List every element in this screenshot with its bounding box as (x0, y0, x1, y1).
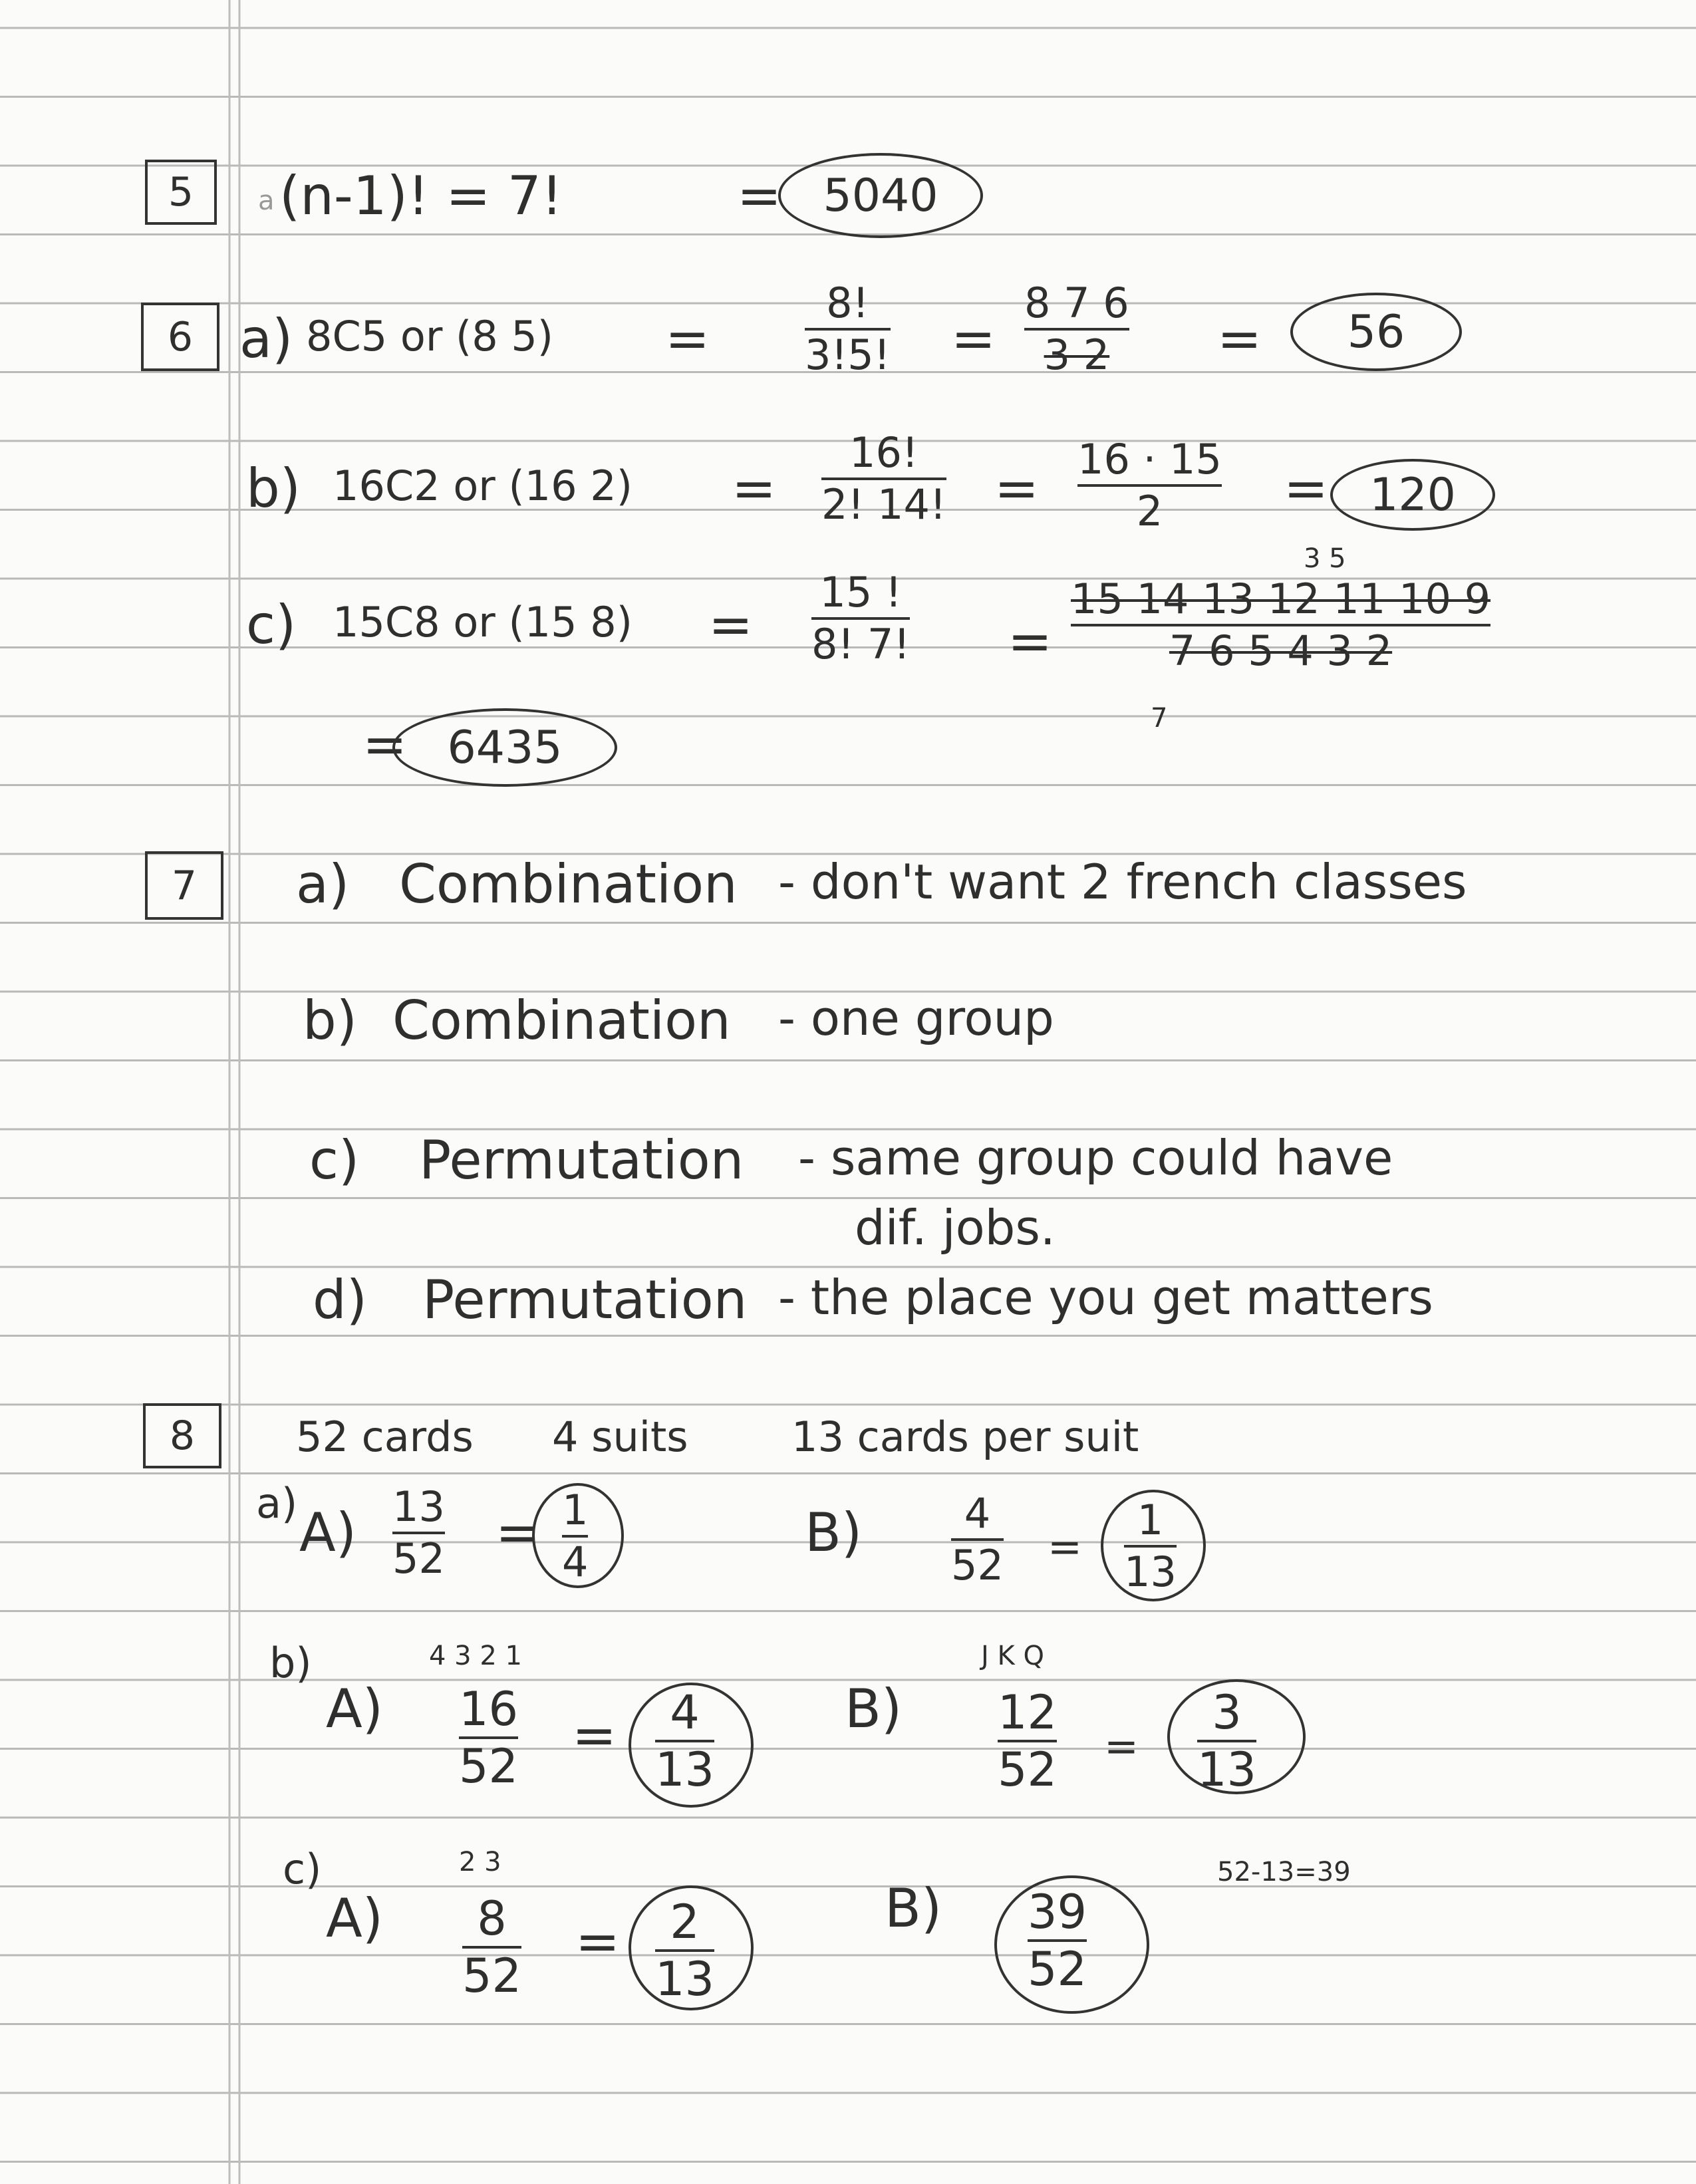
numerator: 4 (670, 1685, 700, 1740)
problem-6a-answer: 56 (1290, 293, 1462, 371)
problem-8-note-cards: 52 cards (296, 1413, 474, 1461)
denominator: 52 (998, 1742, 1058, 1797)
problem-8b-B-equals: = (1104, 1722, 1139, 1770)
denominator: 2! 14! (821, 480, 946, 529)
problem-6c-equals-2: = (1008, 611, 1053, 672)
denominator: 52 (459, 1739, 519, 1794)
problem-8a-label: a) (256, 1479, 298, 1528)
problem-6a-equals-2: = (951, 308, 996, 370)
problem-5-part-label: a (258, 186, 275, 216)
problem-5-answer: 5040 (778, 153, 983, 238)
problem-8b-A-fraction (459, 1682, 519, 1794)
numerator: 4 (964, 1489, 991, 1538)
problem-6a-label: a) (239, 308, 293, 370)
numerator: 1 (1137, 1496, 1164, 1544)
problem-7d-type: Permutation (422, 1269, 748, 1331)
denominator: 7 6 5 4 3 2 (1169, 626, 1393, 675)
denominator: 2 (1136, 487, 1163, 535)
problem-6a-equals-1: = (665, 308, 710, 370)
problem-6c-fraction-1 (811, 568, 911, 668)
numerator: 2 (670, 1895, 700, 1949)
problem-8a-A-label: A) (299, 1502, 356, 1564)
problem-6c-combination: 15C8 or (15 8) (333, 598, 633, 646)
problem-8a-A-fraction (392, 1482, 445, 1583)
problem-5-equals: = (737, 165, 782, 227)
problem-6a-combination: 8C5 or (8 5) (306, 312, 553, 360)
denominator: 13 (655, 1952, 715, 2006)
problem-6c-fraction-2 (1071, 575, 1491, 675)
problem-6b-answer: 120 (1330, 459, 1495, 531)
problem-7a-type: Combination (399, 853, 738, 915)
problem-7c-label: c) (309, 1129, 360, 1191)
denominator: 52 (1028, 1942, 1087, 1996)
problem-8c-A-equals: = (575, 1911, 621, 1973)
problem-8-number-box: 8 (143, 1403, 221, 1468)
problem-6c-label: c) (246, 594, 297, 656)
problem-6c-cancel-notes: 3 5 (1304, 543, 1346, 574)
problem-6b-equals-2: = (994, 458, 1040, 519)
problem-7c-type: Permutation (419, 1129, 744, 1191)
problem-7c-reason: - same group could have (798, 1130, 1393, 1186)
problem-8a-A-equals: = (495, 1502, 541, 1564)
problem-6a-fraction-1 (805, 279, 891, 379)
numerator: 8 7 6 (1024, 279, 1129, 327)
problem-6c-equals-3: = (362, 714, 408, 775)
problem-5-expression: (n-1)! = 7! (279, 165, 563, 227)
problem-8a-A-answer (562, 1486, 589, 1586)
problem-8b-A-counts: 4 3 2 1 (429, 1641, 522, 1671)
problem-6-number-box: 6 (141, 303, 219, 371)
problem-6a-fraction-2 (1024, 279, 1129, 379)
problem-8c-A-answer (655, 1895, 715, 2006)
numerator: 15 ! (819, 568, 902, 616)
problem-8b-B-label: B) (845, 1678, 903, 1740)
numerator: 8 (477, 1891, 507, 1946)
problem-6c-answer: 6435 (392, 708, 617, 787)
denominator: 52 (951, 1541, 1004, 1589)
problem-7a-label: a) (296, 853, 350, 915)
problem-6b-combination: 16C2 or (16 2) (333, 462, 633, 510)
problem-8c-B-side-note: 52-13=39 (1217, 1857, 1351, 1887)
problem-8c-A-label: A) (326, 1887, 383, 1949)
problem-8c-B-answer (1028, 1885, 1087, 1996)
problem-6b-equals-3: = (1284, 458, 1329, 519)
problem-5-number-box: 5 (145, 160, 217, 225)
problem-8b-B-answer (1197, 1685, 1257, 1797)
denominator: 8! 7! (811, 620, 911, 668)
numerator: 16 · 15 (1077, 435, 1222, 483)
problem-8c-A-counts: 2 3 (459, 1847, 501, 1877)
problem-8b-A-answer (655, 1685, 715, 1797)
denominator: 13 (1124, 1548, 1177, 1596)
numerator: 3 (1212, 1685, 1242, 1740)
problem-8a-B-equals: = (1048, 1522, 1082, 1571)
problem-7b-label: b) (303, 990, 357, 1051)
problem-7a-reason: - don't want 2 french classes (778, 854, 1467, 910)
numerator: 16! (849, 428, 919, 477)
problem-6b-equals-1: = (732, 458, 777, 519)
denominator: 52 (462, 1949, 522, 2003)
numerator: 8! (826, 279, 869, 327)
problem-7d-label: d) (313, 1269, 367, 1331)
numerator: 39 (1028, 1885, 1087, 1939)
problem-7b-type: Combination (392, 990, 731, 1051)
problem-8c-label: c) (283, 1845, 322, 1893)
numerator: 12 (998, 1685, 1058, 1740)
problem-7b-reason: - one group (778, 990, 1054, 1046)
denominator: 52 (392, 1534, 445, 1583)
problem-8b-B-fraction (998, 1685, 1058, 1797)
problem-8-note-per-suit: 13 cards per suit (791, 1413, 1139, 1461)
problem-8a-B-answer (1124, 1496, 1177, 1596)
problem-8b-label: b) (269, 1639, 312, 1687)
denominator: 3 2 (1044, 331, 1110, 379)
problem-8a-B-fraction (951, 1489, 1004, 1589)
problem-8c-B-label: B) (885, 1877, 942, 1939)
denominator: 3!5! (805, 331, 891, 379)
problem-7c-reason-line-2: dif. jobs. (855, 1200, 1056, 1256)
problem-6c-equals-1: = (708, 594, 754, 656)
problem-6b-label: b) (246, 458, 301, 519)
problem-6a-equals-3: = (1217, 308, 1262, 370)
problem-6b-fraction-2 (1077, 435, 1222, 535)
problem-8b-A-equals: = (572, 1705, 617, 1766)
problem-6c-cancel-below: 7 (1151, 703, 1168, 734)
problem-6b-fraction-1 (821, 428, 946, 529)
numerator: 13 (392, 1482, 445, 1531)
numerator: 16 (459, 1682, 519, 1736)
problem-8a-B-label: B) (805, 1502, 863, 1564)
problem-8b-B-faces: J K Q (981, 1641, 1044, 1671)
problem-7-number-box: 7 (145, 851, 223, 920)
denominator: 13 (1197, 1742, 1257, 1797)
problem-8b-A-label: A) (326, 1678, 383, 1740)
problem-8c-A-fraction (462, 1891, 522, 2003)
denominator: 13 (655, 1742, 715, 1797)
numerator: 15 14 13 12 11 10 9 (1071, 575, 1491, 623)
numerator: 1 (562, 1486, 589, 1534)
denominator: 4 (562, 1538, 589, 1586)
problem-8-note-suits: 4 suits (552, 1413, 688, 1461)
problem-7d-reason: - the place you get matters (778, 1270, 1433, 1325)
